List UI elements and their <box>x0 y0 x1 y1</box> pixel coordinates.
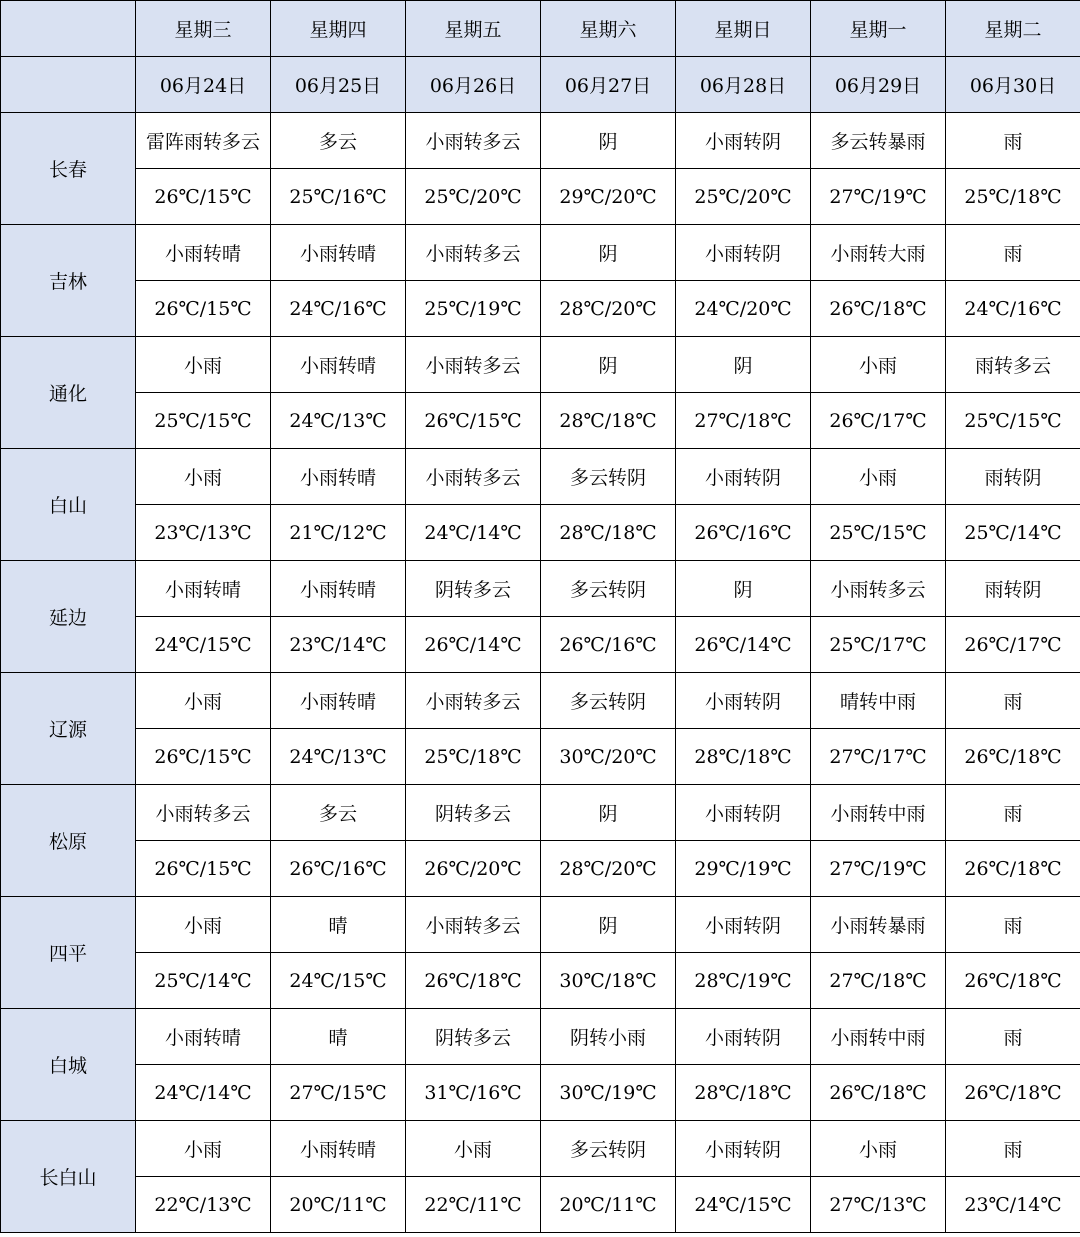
temperature-cell: 26℃/16℃ <box>541 617 676 673</box>
weather-cell: 小雨转晴 <box>271 1121 406 1177</box>
temperature-cell: 26℃/15℃ <box>136 169 271 225</box>
weather-cell: 小雨转阴 <box>676 1009 811 1065</box>
temperature-cell: 24℃/15℃ <box>136 617 271 673</box>
temperature-cell: 26℃/15℃ <box>406 393 541 449</box>
temperature-cell: 28℃/20℃ <box>541 281 676 337</box>
city-temperature-row <box>1 729 1080 785</box>
weather-cell: 雨转阴 <box>946 561 1080 617</box>
temperature-cell: 26℃/18℃ <box>946 1065 1080 1121</box>
temperature-cell: 25℃/15℃ <box>136 393 271 449</box>
weather-cell: 小雨转阴 <box>676 1121 811 1177</box>
temperature-cell: 29℃/20℃ <box>541 169 676 225</box>
weather-cell: 小雨转多云 <box>406 225 541 281</box>
date-header: 06月26日 <box>406 57 541 113</box>
temperature-cell: 24℃/16℃ <box>271 281 406 337</box>
weather-cell: 小雨 <box>136 337 271 393</box>
temperature-cell: 28℃/19℃ <box>676 953 811 1009</box>
weather-cell: 多云 <box>271 785 406 841</box>
temperature-cell: 22℃/11℃ <box>406 1177 541 1233</box>
city-weather-row <box>1 449 1080 505</box>
weather-cell: 多云转阴 <box>541 561 676 617</box>
weather-cell: 小雨转大雨 <box>811 225 946 281</box>
weather-cell: 小雨 <box>136 673 271 729</box>
temperature-cell: 23℃/13℃ <box>136 505 271 561</box>
weather-cell: 阴 <box>541 113 676 169</box>
temperature-cell: 25℃/20℃ <box>406 169 541 225</box>
weather-cell: 小雨转阴 <box>676 897 811 953</box>
temperature-cell: 20℃/11℃ <box>541 1177 676 1233</box>
temperature-cell: 26℃/15℃ <box>136 841 271 897</box>
weather-cell: 小雨转晴 <box>271 449 406 505</box>
temperature-cell: 22℃/13℃ <box>136 1177 271 1233</box>
city-weather-row <box>1 225 1080 281</box>
weekday-header: 星期三 <box>136 1 271 57</box>
city-name: 长白山 <box>1 1121 136 1233</box>
weather-cell: 雨 <box>946 673 1080 729</box>
temperature-cell: 28℃/20℃ <box>541 841 676 897</box>
weather-cell: 阴转多云 <box>406 785 541 841</box>
weather-cell: 晴 <box>271 897 406 953</box>
weather-cell: 小雨 <box>811 1121 946 1177</box>
weather-cell: 雨 <box>946 897 1080 953</box>
weekday-header: 星期五 <box>406 1 541 57</box>
temperature-cell: 25℃/17℃ <box>811 617 946 673</box>
temperature-cell: 23℃/14℃ <box>946 1177 1080 1233</box>
temperature-cell: 29℃/19℃ <box>676 841 811 897</box>
temperature-cell: 26℃/18℃ <box>946 841 1080 897</box>
weather-cell: 阴 <box>541 225 676 281</box>
city-name: 四平 <box>1 897 136 1009</box>
temperature-cell: 24℃/15℃ <box>271 953 406 1009</box>
temperature-cell: 27℃/19℃ <box>811 169 946 225</box>
city-name: 通化 <box>1 337 136 449</box>
city-name: 延边 <box>1 561 136 673</box>
weather-cell: 阴 <box>676 561 811 617</box>
city-temperature-row <box>1 1177 1080 1233</box>
weekday-header: 星期四 <box>271 1 406 57</box>
weather-cell: 阴 <box>541 897 676 953</box>
city-temperature-row <box>1 393 1080 449</box>
temperature-cell: 26℃/16℃ <box>676 505 811 561</box>
temperature-cell: 27℃/13℃ <box>811 1177 946 1233</box>
date-header: 06月29日 <box>811 57 946 113</box>
weather-cell: 阴转多云 <box>406 1009 541 1065</box>
city-name: 白城 <box>1 1009 136 1121</box>
date-header: 06月25日 <box>271 57 406 113</box>
city-weather-row <box>1 673 1080 729</box>
temperature-cell: 24℃/13℃ <box>271 393 406 449</box>
temperature-cell: 25℃/15℃ <box>946 393 1080 449</box>
weather-cell: 晴 <box>271 1009 406 1065</box>
temperature-cell: 26℃/18℃ <box>946 729 1080 785</box>
city-temperature-row <box>1 953 1080 1009</box>
weather-cell: 小雨转多云 <box>406 449 541 505</box>
city-name: 辽源 <box>1 673 136 785</box>
temperature-cell: 24℃/16℃ <box>946 281 1080 337</box>
city-name: 吉林 <box>1 225 136 337</box>
temperature-cell: 24℃/14℃ <box>406 505 541 561</box>
temperature-cell: 26℃/14℃ <box>676 617 811 673</box>
weather-cell: 小雨转暴雨 <box>811 897 946 953</box>
city-temperature-row <box>1 1065 1080 1121</box>
weather-cell: 小雨转多云 <box>406 673 541 729</box>
temperature-cell: 30℃/20℃ <box>541 729 676 785</box>
temperature-cell: 20℃/11℃ <box>271 1177 406 1233</box>
temperature-cell: 25℃/18℃ <box>406 729 541 785</box>
weather-cell: 阴转多云 <box>406 561 541 617</box>
temperature-cell: 30℃/19℃ <box>541 1065 676 1121</box>
temperature-cell: 25℃/14℃ <box>946 505 1080 561</box>
weather-cell: 多云转暴雨 <box>811 113 946 169</box>
temperature-cell: 25℃/16℃ <box>271 169 406 225</box>
weather-cell: 小雨转晴 <box>136 561 271 617</box>
weekday-header: 星期日 <box>676 1 811 57</box>
temperature-cell: 26℃/18℃ <box>811 281 946 337</box>
weather-cell: 晴转中雨 <box>811 673 946 729</box>
city-weather-row <box>1 1009 1080 1065</box>
temperature-cell: 23℃/14℃ <box>271 617 406 673</box>
weather-cell: 小雨 <box>136 897 271 953</box>
weekday-header: 星期一 <box>811 1 946 57</box>
city-temperature-row <box>1 281 1080 337</box>
temperature-cell: 26℃/18℃ <box>811 1065 946 1121</box>
weather-cell: 小雨转多云 <box>406 897 541 953</box>
weather-cell: 小雨转阴 <box>676 673 811 729</box>
weather-cell: 小雨转阴 <box>676 113 811 169</box>
weather-cell: 多云 <box>271 113 406 169</box>
weather-cell: 雨转多云 <box>946 337 1080 393</box>
temperature-cell: 26℃/17℃ <box>946 617 1080 673</box>
header-corner-cell <box>1 57 136 113</box>
temperature-cell: 26℃/14℃ <box>406 617 541 673</box>
weather-cell: 雨 <box>946 1009 1080 1065</box>
temperature-cell: 30℃/18℃ <box>541 953 676 1009</box>
temperature-cell: 27℃/15℃ <box>271 1065 406 1121</box>
weather-cell: 小雨 <box>811 337 946 393</box>
weather-cell: 雨 <box>946 785 1080 841</box>
temperature-cell: 25℃/19℃ <box>406 281 541 337</box>
weather-cell: 雨 <box>946 113 1080 169</box>
temperature-cell: 28℃/18℃ <box>676 1065 811 1121</box>
temperature-cell: 27℃/19℃ <box>811 841 946 897</box>
city-name: 松原 <box>1 785 136 897</box>
weather-cell: 多云转阴 <box>541 449 676 505</box>
weather-cell: 雨 <box>946 1121 1080 1177</box>
weather-cell: 雷阵雨转多云 <box>136 113 271 169</box>
temperature-cell: 24℃/14℃ <box>136 1065 271 1121</box>
weather-cell: 阴 <box>541 337 676 393</box>
weather-cell: 小雨转晴 <box>136 225 271 281</box>
temperature-cell: 28℃/18℃ <box>541 393 676 449</box>
weather-cell: 小雨转中雨 <box>811 785 946 841</box>
city-weather-row <box>1 785 1080 841</box>
city-name: 白山 <box>1 449 136 561</box>
city-temperature-row <box>1 617 1080 673</box>
weather-cell: 小雨 <box>136 449 271 505</box>
weather-cell: 小雨 <box>406 1121 541 1177</box>
weather-cell: 小雨转晴 <box>136 1009 271 1065</box>
weather-cell: 小雨 <box>136 1121 271 1177</box>
weather-cell: 小雨 <box>811 449 946 505</box>
city-weather-row <box>1 337 1080 393</box>
city-temperature-row <box>1 169 1080 225</box>
forecast-table-body <box>1 1 1080 1233</box>
temperature-cell: 21℃/12℃ <box>271 505 406 561</box>
weather-cell: 雨 <box>946 225 1080 281</box>
weather-cell: 小雨转晴 <box>271 673 406 729</box>
weather-cell: 小雨转多云 <box>811 561 946 617</box>
temperature-cell: 24℃/20℃ <box>676 281 811 337</box>
temperature-cell: 26℃/15℃ <box>136 281 271 337</box>
temperature-cell: 31℃/16℃ <box>406 1065 541 1121</box>
city-temperature-row <box>1 505 1080 561</box>
city-weather-row <box>1 897 1080 953</box>
date-header: 06月24日 <box>136 57 271 113</box>
temperature-cell: 24℃/15℃ <box>676 1177 811 1233</box>
temperature-cell: 27℃/18℃ <box>811 953 946 1009</box>
weather-cell: 小雨转阴 <box>676 785 811 841</box>
temperature-cell: 25℃/18℃ <box>946 169 1080 225</box>
city-temperature-row <box>1 841 1080 897</box>
temperature-cell: 28℃/18℃ <box>676 729 811 785</box>
temperature-cell: 28℃/18℃ <box>541 505 676 561</box>
temperature-cell: 26℃/18℃ <box>946 953 1080 1009</box>
temperature-cell: 26℃/16℃ <box>271 841 406 897</box>
weather-cell: 小雨转晴 <box>271 337 406 393</box>
temperature-cell: 25℃/14℃ <box>136 953 271 1009</box>
weather-cell: 小雨转阴 <box>676 449 811 505</box>
temperature-cell: 26℃/17℃ <box>811 393 946 449</box>
weather-cell: 小雨转阴 <box>676 225 811 281</box>
weather-cell: 小雨转中雨 <box>811 1009 946 1065</box>
date-header-row <box>1 57 1080 113</box>
weather-cell: 阴 <box>676 337 811 393</box>
temperature-cell: 25℃/15℃ <box>811 505 946 561</box>
weekday-header: 星期六 <box>541 1 676 57</box>
date-header: 06月27日 <box>541 57 676 113</box>
temperature-cell: 26℃/20℃ <box>406 841 541 897</box>
weather-cell: 多云转阴 <box>541 673 676 729</box>
weather-cell: 多云转阴 <box>541 1121 676 1177</box>
city-weather-row <box>1 1121 1080 1177</box>
city-weather-row <box>1 113 1080 169</box>
city-weather-row <box>1 561 1080 617</box>
weather-cell: 小雨转晴 <box>271 225 406 281</box>
date-header: 06月30日 <box>946 57 1080 113</box>
header-corner-cell <box>1 1 136 57</box>
temperature-cell: 26℃/18℃ <box>406 953 541 1009</box>
temperature-cell: 24℃/13℃ <box>271 729 406 785</box>
weather-cell: 雨转阴 <box>946 449 1080 505</box>
weather-cell: 小雨转晴 <box>271 561 406 617</box>
weather-cell: 阴转小雨 <box>541 1009 676 1065</box>
temperature-cell: 26℃/15℃ <box>136 729 271 785</box>
temperature-cell: 27℃/18℃ <box>676 393 811 449</box>
weather-cell: 阴 <box>541 785 676 841</box>
weather-cell: 小雨转多云 <box>406 337 541 393</box>
weather-cell: 小雨转多云 <box>406 113 541 169</box>
date-header: 06月28日 <box>676 57 811 113</box>
weekday-header-row <box>1 1 1080 57</box>
weather-cell: 小雨转多云 <box>136 785 271 841</box>
temperature-cell: 27℃/17℃ <box>811 729 946 785</box>
city-name: 长春 <box>1 113 136 225</box>
weekday-header: 星期二 <box>946 1 1080 57</box>
temperature-cell: 25℃/20℃ <box>676 169 811 225</box>
